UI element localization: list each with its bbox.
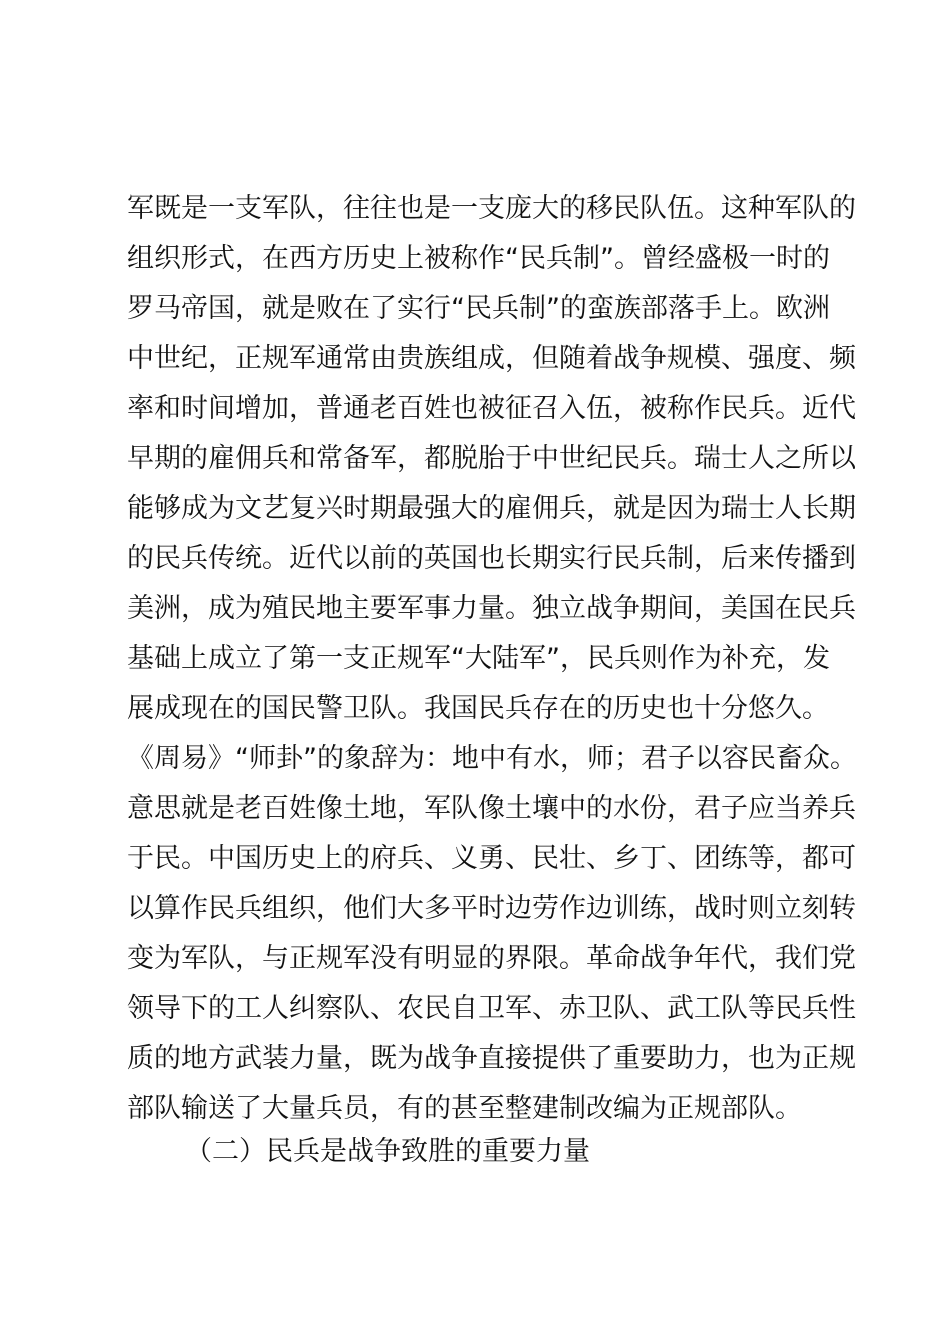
paragraph-line: 展成现在的国民警卫队。我国民兵存在的历史也十分悠久。 [127, 693, 829, 724]
paragraph-line: 领导下的工人纠察队、农民自卫军、赤卫队、武工队等民兵性 [127, 993, 856, 1024]
paragraph-line: 于民。中国历史上的府兵、义勇、民壮、乡丁、团练等，都可 [127, 843, 856, 874]
paragraph-line: 能够成为文艺复兴时期最强大的雇佣兵，就是因为瑞士人长期 [127, 493, 856, 524]
section-heading: （二）民兵是战争致胜的重要力量 [185, 1136, 590, 1167]
body-paragraph [127, 184, 857, 1134]
paragraph-line: 意思就是老百姓像土地，军队像土壤中的水份，君子应当养兵 [127, 793, 856, 824]
paragraph-line: 率和时间增加，普通老百姓也被征召入伍，被称作民兵。近代 [127, 393, 856, 424]
paragraph-line: 中世纪，正规军通常由贵族组成，但随着战争规模、强度、频 [127, 343, 856, 374]
paragraph-line: 基础上成立了第一支正规军“大陆军”，民兵则作为补充，发 [127, 643, 830, 674]
paragraph-line: 部队输送了大量兵员，有的甚至整建制改编为正规部队。 [127, 1093, 802, 1124]
paragraph-line: 变为军队，与正规军没有明显的界限。革命战争年代，我们党 [127, 943, 856, 974]
paragraph-line: 的民兵传统。近代以前的英国也长期实行民兵制，后来传播到 [127, 543, 856, 574]
paragraph-line: 军既是一支军队，往往也是一支庞大的移民队伍。这种军队的 [127, 193, 856, 224]
paragraph-line: 《周易》“师卦”的象辞为：地中有水，师；君子以容民畜众。 [127, 743, 857, 774]
paragraph-line: 罗马帝国，就是败在了实行“民兵制”的蛮族部落手上。欧洲 [127, 293, 830, 324]
paragraph-line: 美洲，成为殖民地主要军事力量。独立战争期间，美国在民兵 [127, 593, 856, 624]
paragraph-line: 以算作民兵组织，他们大多平时边劳作边训练，战时则立刻转 [127, 893, 856, 924]
paragraph-line: 早期的雇佣兵和常备军，都脱胎于中世纪民兵。瑞士人之所以 [127, 443, 856, 474]
paragraph-line: 组织形式，在西方历史上被称作“民兵制”。曾经盛极一时的 [127, 243, 830, 274]
paragraph-line: 质的地方武装力量，既为战争直接提供了重要助力，也为正规 [127, 1043, 856, 1074]
